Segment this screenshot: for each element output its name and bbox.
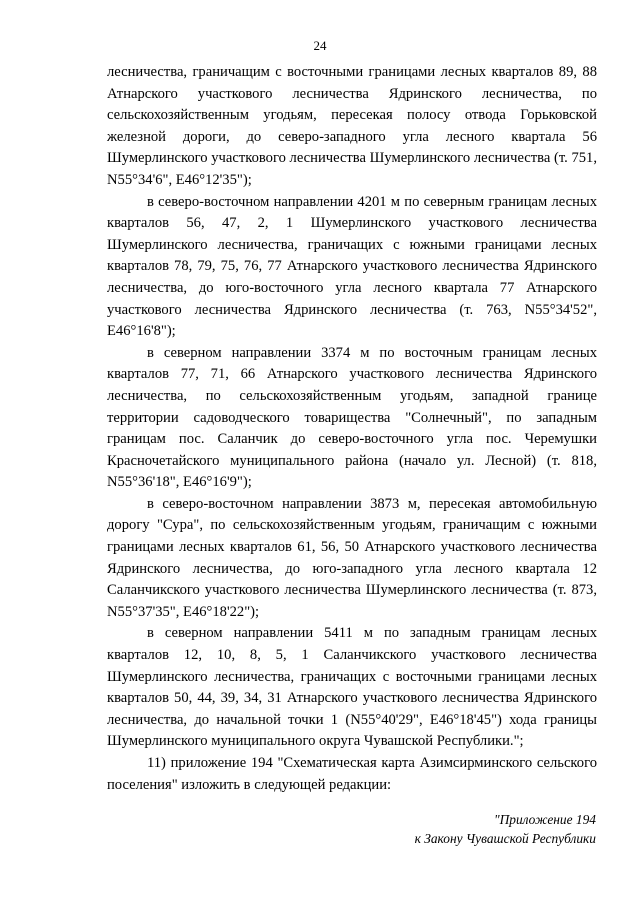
appendix-law-reference: к Закону Чувашской Республики [414, 831, 596, 846]
appendix-title: "Приложение 194 [494, 812, 596, 827]
page-number: 24 [313, 38, 327, 53]
paragraph: в северном направлении 3374 м по восточным границам лесных кварталов 77, 71, 66 Атнарского участкового лесничества Ядринского лесничества, по сельскохозяйственным угодьям, западной границе территории садоводческого товарищества "Солнечный", по западным границам пос. Саланчик до северо-восточного угла пос. Черемушки Красночетайского муниципального района (начало ул. Лесной) (т. 818, N55°36'18", E46°16'9"); [107, 344, 597, 491]
paragraph: в северо-восточном направлении 4201 м по северным границам лесных кварталов 56, 47, 2, 1 Шумерлинского участкового лесничества Шумерлинского лесничества, граничащих с южными границами лесных кварталов 78, 79, 75, 76, 77 Атнарского участкового лесничества Ядринского лесничества, до юго-восточного угла лесного квартала 77 Атнарского участкового лесничества Ядринского лесничества (т. 763, N55°34'52", E46°16'8"); [107, 193, 597, 340]
document-body [107, 62, 597, 796]
paragraph: в северном направлении 5411 м по западным границам лесных кварталов 12, 10, 8, 5, 1 Саланчикского участкового лесничества Шумерлинского лесничества, граничащих с восточными границами лесных кварталов 50, 44, 39, 34, 31 Атнарского участкового лесничества Ядринского лесничества, до начальной точки 1 (N55°40'29", E46°18'45") хода границы Шумерлинского муниципального округа Чувашской Республики."; [107, 625, 597, 750]
paragraph: 11) приложение 194 "Схематическая карта Азимсирминского сельского поселения" изложить в следующей редакции: [107, 755, 597, 793]
paragraph: лесничества, граничащим с восточными границами лесных кварталов 89, 88 Атнарского участкового лесничества Ядринского лесничества, по сельскохозяйственным угодьям, пересекая полосу отвода Горьковской железной дороги, до северо-западного угла лесного квартала 56 Шумерлинского участкового лесничества Шумерлинского лесничества (т. 751, N55°34'6", E46°12'35"); [107, 64, 597, 188]
paragraph: в северо-восточном направлении 3873 м, пересекая автомобильную дорогу "Сура", по сельскохозяйственным угодьям, граничащим с южными границами лесных кварталов 61, 56, 50 Атнарского участкового лесничества Ядринского лесничества, до юго-западного угла лесного квартала 12 Саланчикского участкового лесничества Шумерлинского лесничества (т. 873, N55°37'35", E46°18'22"); [107, 495, 597, 620]
